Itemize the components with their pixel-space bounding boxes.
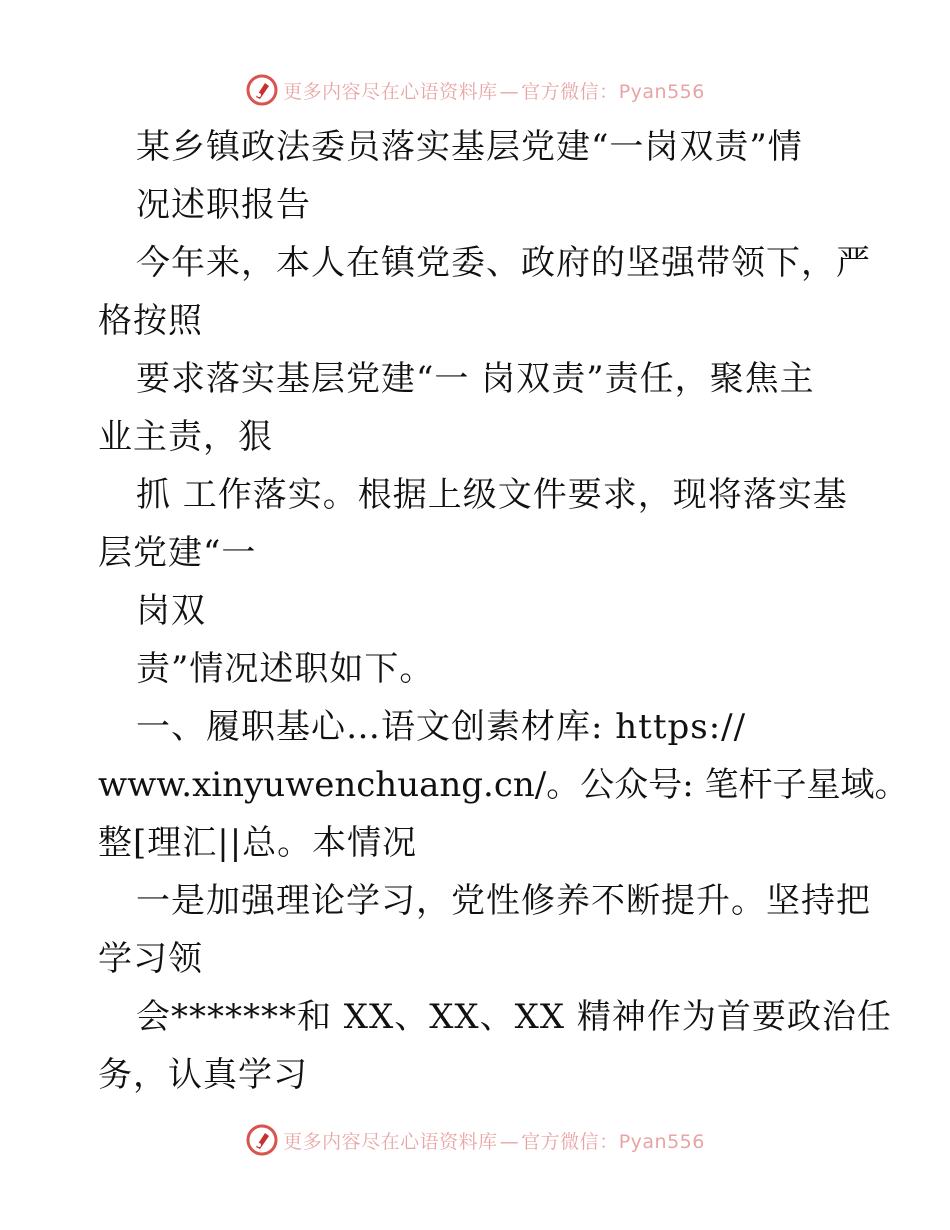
paragraph-line: www.xinyuwenchuang.cn/。公众号: 笔杆子星域。 [98,765,909,805]
paragraph-line: 责”情况述职如下。 [136,649,435,689]
header-banner [0,70,950,110]
title-line-1: 某乡镇政法委员落实基层党建“一岗双责”情 [136,127,803,167]
paragraph-line: 整[理汇||总。本情况 [98,823,418,863]
section-heading-line: 一、履职基心…语文创素材库: https:// [136,707,747,747]
paragraph-line: 业主责，狠 [98,417,273,457]
pen-nib-logo-icon [245,1123,279,1157]
paragraph-line: 学习领 [98,939,203,979]
paragraph-line: 格按照 [98,301,203,341]
paragraph-line: 要求落实基层党建“一 岗双责”责任，聚焦主 [136,359,815,399]
paragraph-line: 会*******和 XX、XX、XX 精神作为首要政治任 [136,997,892,1037]
document-body [98,118,909,1104]
paragraph-line: 岗双 [136,591,206,631]
paragraph-line: 今年来，本人在镇党委、政府的坚强带领下，严 [136,243,871,283]
footer-text: 更多内容尽在心语资料库 — 官方微信：Pyan556 [283,1130,705,1153]
header-text: 更多内容尽在心语资料库 — 官方微信：Pyan556 [283,80,705,103]
paragraph-line: 务，认真学习 [98,1055,308,1095]
paragraph-line: 层党建“一 [98,533,257,573]
paragraph-line: 一是加强理论学习，党性修养不断提升。坚持把 [136,881,871,921]
paragraph-line: 抓 工作落实。根据上级文件要求，现将落实基 [136,475,848,515]
title-line-2: 况述职报告 [136,185,311,225]
footer-banner [0,1120,950,1160]
pen-nib-logo-icon [245,73,279,107]
